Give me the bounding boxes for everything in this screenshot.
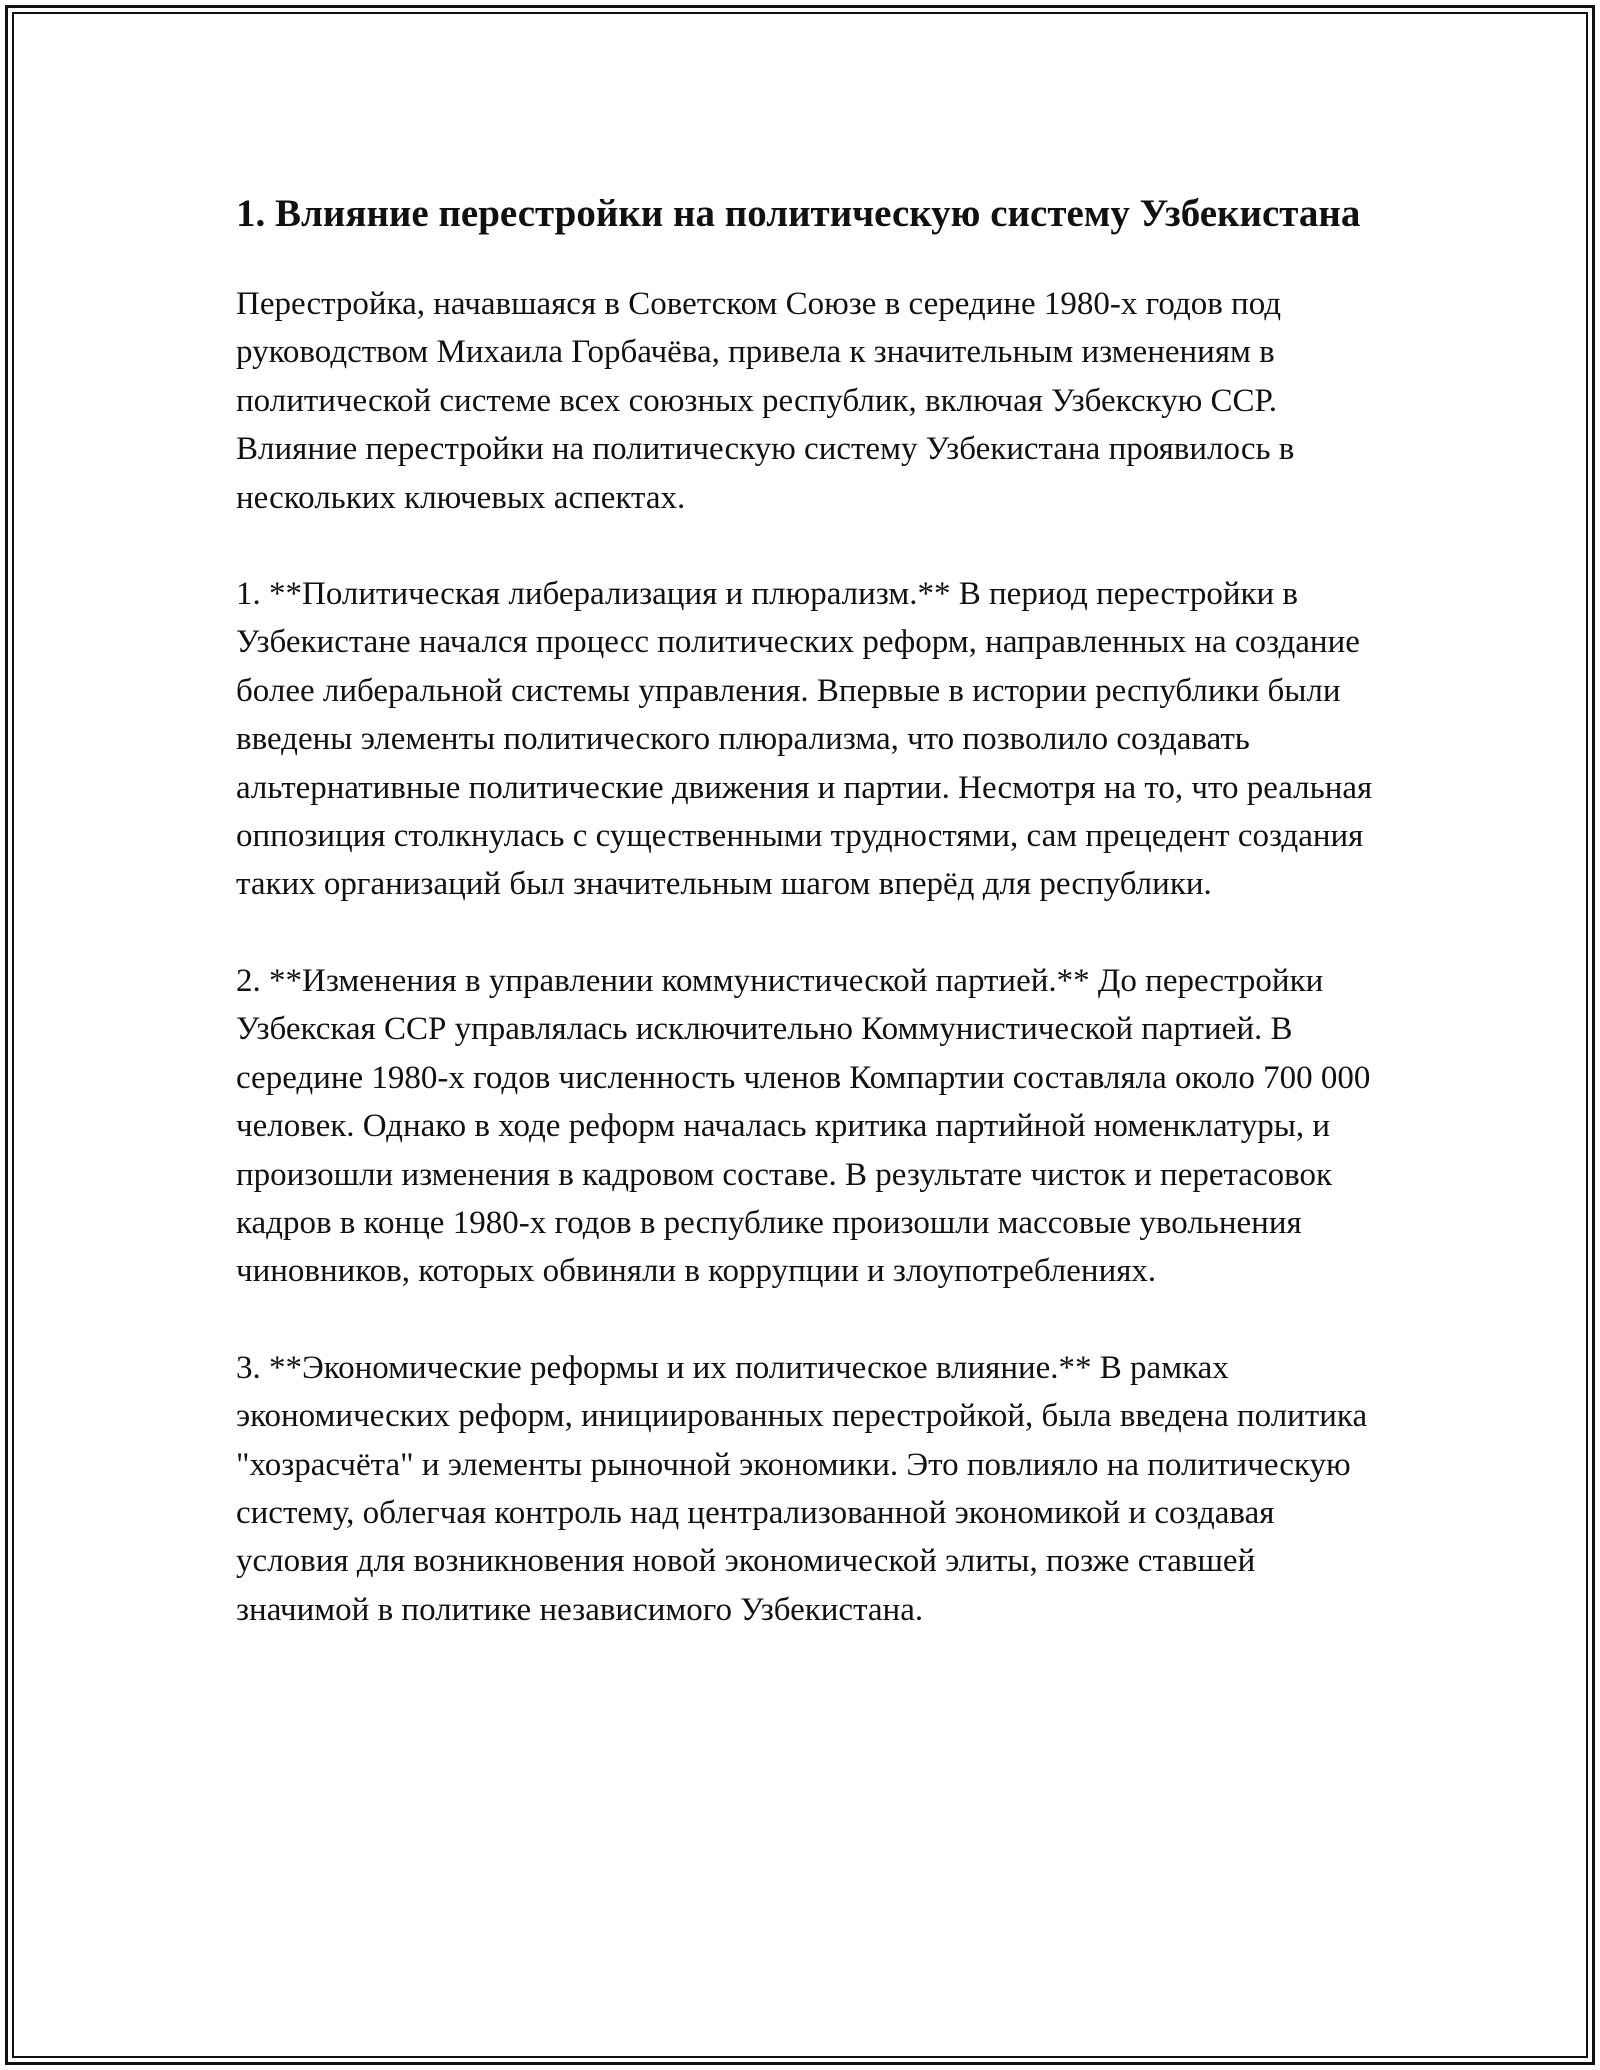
paragraph-intro: Перестройка, начавшаяся в Советском Союзе в середине 1980-х годов под руководством Михаила Горбачёва, привела к значительным изменениям в политической системе всех союзных республик, включая Узбекскую ССР. Влияние перестройки на политическую систему Узбекистана проявилось в нескольких ключевых аспектах. bbox=[236, 286, 1295, 516]
paragraph-point-1: 1. **Политическая либерализация и плюрализм.** В период перестройки в Узбекистане начался процесс политических реформ, направленных на создание более либеральной системы управления. Впервые в истории республики были введены элементы политического плюрализма, что позволило создавать альтернативные политические движения и партии. Несмотря на то, что реальная оппозиция столкнулась с существенными трудностями, сам прецедент создания таких организаций был значительным шагом вперёд для республики. bbox=[236, 576, 1373, 903]
paragraph-point-3: 3. **Экономические реформы и их политическое влияние.** В рамках экономических реформ, инициированных перестройкой, была введена политика "хозрасчёта" и элементы рыночной экономики. Это повлияло на политическую систему, облегчая контроль над централизованной экономикой и создавая условия для возникновения новой экономической элиты, позже ставшей значимой в политике независимого Узбекистана. bbox=[236, 1349, 1368, 1628]
document-body bbox=[236, 186, 1376, 1682]
section-title: 1. Влияние перестройки на политическую систему Узбекистана bbox=[236, 192, 1361, 235]
paragraph-point-2: 2. **Изменения в управлении коммунистической партией.** До перестройки Узбекская ССР управлялась исключительно Коммунистической партией. В середине 1980-х годов численность членов Компартии составляла около 700 000 человек. Однако в ходе реформ началась критика партийной номенклатуры, и произошли изменения в кадровом составе. В результате чисток и перетасовок кадров в конце 1980-х годов в республике произошли массовые увольнения чиновников, которых обвиняли в коррупции и злоупотреблениях. bbox=[236, 962, 1371, 1290]
